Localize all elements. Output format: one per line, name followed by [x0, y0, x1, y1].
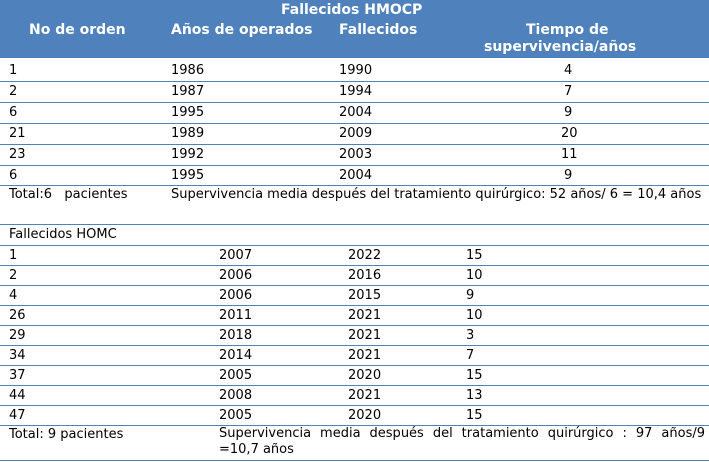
cell-tiempo: 4 — [564, 63, 573, 78]
cell-fallecido: 1990 — [339, 63, 373, 78]
cell-orden: 4 — [9, 288, 18, 303]
cell-operado: 1995 — [171, 168, 205, 183]
cell-orden: 37 — [9, 368, 26, 383]
cell-operado: 1986 — [171, 63, 205, 78]
cell-tiempo: 7 — [466, 348, 475, 363]
cell-operado: 1989 — [171, 126, 205, 141]
cell-operado: 2008 — [219, 388, 253, 403]
cell-orden: 6 — [9, 105, 18, 120]
cell-fallecido: 2021 — [348, 328, 382, 343]
table-row — [0, 286, 709, 306]
table-row — [0, 366, 709, 386]
table-row — [0, 103, 709, 124]
cell-fallecido: 2004 — [339, 168, 373, 183]
cell-operado: 2005 — [219, 408, 253, 423]
cell-fallecido: 2015 — [348, 288, 382, 303]
hmocp-total-row — [0, 186, 709, 225]
cell-fallecido: 2009 — [339, 126, 373, 141]
header-fallecidos: Fallecidos — [339, 22, 418, 38]
header-no-orden: No de orden — [29, 22, 126, 38]
cell-tiempo: 9 — [564, 168, 573, 183]
cell-operado: 2006 — [219, 268, 253, 283]
cell-orden: 29 — [9, 328, 26, 343]
cell-tiempo: 15 — [466, 368, 483, 383]
cell-orden: 2 — [9, 268, 18, 283]
table-row — [0, 406, 709, 426]
cell-tiempo: 7 — [564, 84, 573, 99]
cell-tiempo: 10 — [466, 268, 483, 283]
cell-orden: 2 — [9, 84, 18, 99]
cell-orden: 47 — [9, 408, 26, 423]
cell-tiempo: 15 — [466, 408, 483, 423]
cell-tiempo: 15 — [466, 248, 483, 263]
cell-tiempo: 13 — [466, 388, 483, 403]
header-tiempo-line1: Tiempo de — [526, 22, 609, 38]
cell-orden: 1 — [9, 248, 18, 263]
cell-fallecido: 2020 — [348, 368, 382, 383]
table-header — [0, 0, 709, 58]
cell-operado: 2006 — [219, 288, 253, 303]
cell-fallecido: 2020 — [348, 408, 382, 423]
cell-orden: 1 — [9, 63, 18, 78]
homc-title-row — [0, 225, 709, 246]
cell-fallecido: 2004 — [339, 105, 373, 120]
cell-fallecido: 2021 — [348, 388, 382, 403]
table-row — [0, 386, 709, 406]
cell-tiempo: 10 — [466, 308, 483, 323]
table-row — [0, 82, 709, 103]
cell-tiempo: 3 — [466, 328, 475, 343]
cell-orden: 26 — [9, 308, 26, 323]
cell-tiempo: 9 — [564, 105, 573, 120]
total-summary: Supervivencia media después del tratamiento quirúrgico : 97 años/9 =10,7 años — [219, 426, 705, 457]
cell-orden: 23 — [9, 147, 26, 162]
table-row — [0, 145, 709, 166]
header-anos-operados: Años de operados — [171, 22, 313, 38]
cell-operado: 2011 — [219, 308, 253, 323]
cell-orden: 34 — [9, 348, 26, 363]
total-label: Total: 9 pacientes — [9, 427, 124, 442]
cell-fallecido: 2021 — [348, 308, 382, 323]
table-row — [0, 166, 709, 186]
table-row — [0, 346, 709, 366]
cell-orden: 44 — [9, 388, 26, 403]
cell-fallecido: 2022 — [348, 248, 382, 263]
header-tiempo-line2: supervivencia/años — [484, 39, 637, 55]
cell-fallecido: 2003 — [339, 147, 373, 162]
table-row — [0, 246, 709, 266]
cell-tiempo: 11 — [561, 147, 578, 162]
table-row — [0, 306, 709, 326]
table-row — [0, 124, 709, 145]
cell-fallecido: 2021 — [348, 348, 382, 363]
cell-orden: 6 — [9, 168, 18, 183]
homc-total-row — [0, 426, 709, 461]
cell-operado: 2007 — [219, 248, 253, 263]
cell-tiempo: 9 — [466, 288, 475, 303]
cell-fallecido: 2016 — [348, 268, 382, 283]
table-title: Fallecidos HMOCP — [281, 2, 423, 18]
cell-operado: 2005 — [219, 368, 253, 383]
cell-tiempo: 20 — [561, 126, 578, 141]
cell-operado: 2014 — [219, 348, 253, 363]
table-row — [0, 266, 709, 286]
cell-operado: 1987 — [171, 84, 205, 99]
cell-orden: 21 — [9, 126, 26, 141]
cell-fallecido: 1994 — [339, 84, 373, 99]
total-label: Total:6 pacientes — [9, 187, 128, 202]
cell-operado: 1995 — [171, 105, 205, 120]
cell-operado: 1992 — [171, 147, 205, 162]
table-row — [0, 61, 709, 82]
total-summary: Supervivencia media después del tratamiento quirúrgico: 52 años/ 6 = 10,4 años — [171, 187, 702, 202]
cell-operado: 2018 — [219, 328, 253, 343]
homc-title: Fallecidos HOMC — [9, 227, 117, 242]
table-row — [0, 326, 709, 346]
